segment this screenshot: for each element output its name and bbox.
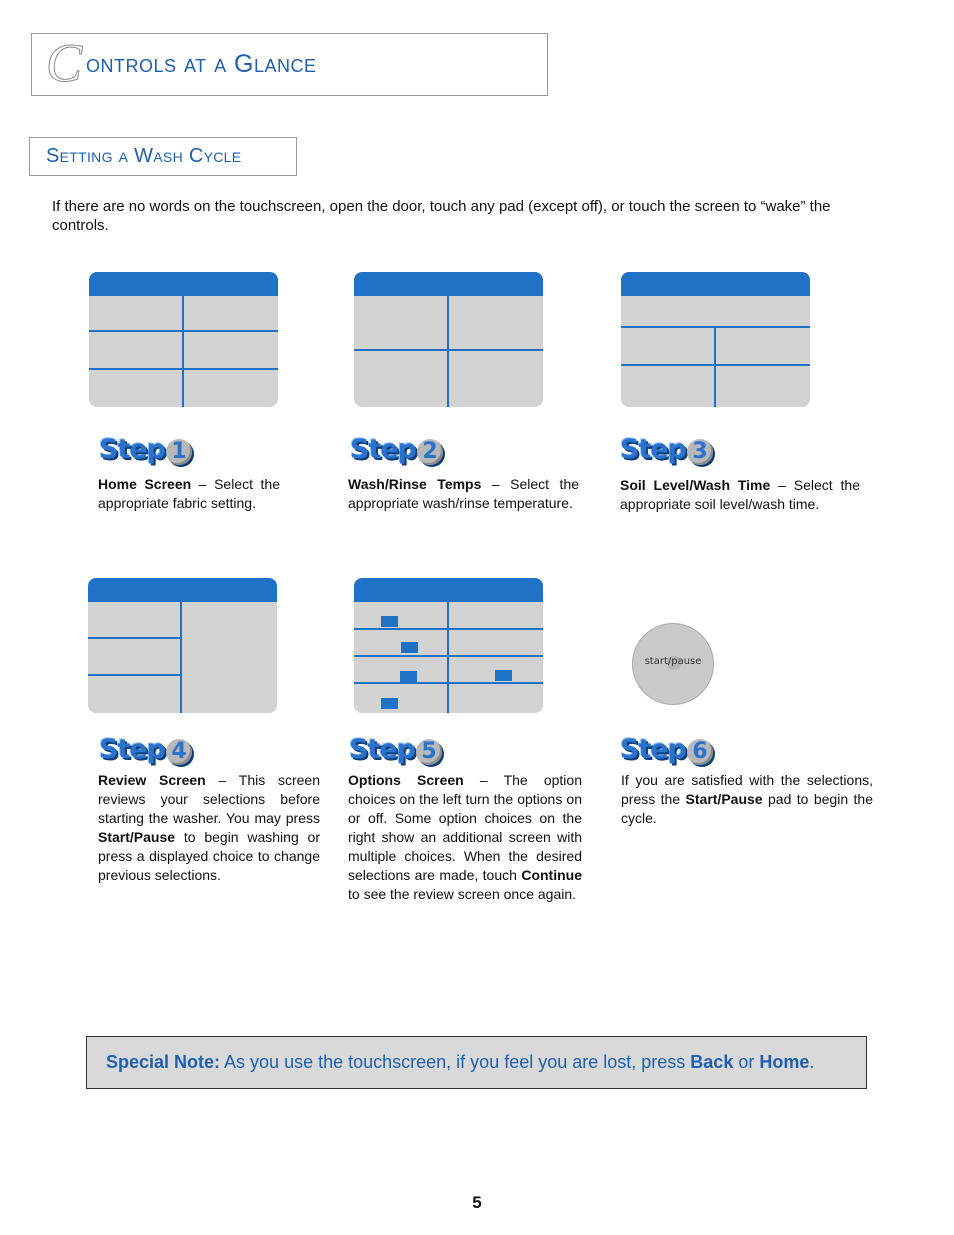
step-1-term: Home Screen [98, 476, 192, 492]
step-3-heading: Step [620, 434, 686, 465]
option-toggle-indicator [401, 642, 418, 653]
step-6-term: Start/Pause [685, 791, 763, 807]
page-title-box [31, 33, 548, 96]
screen-header-bar [354, 578, 543, 602]
option-toggle-indicator [381, 616, 398, 627]
intro-paragraph: If there are no words on the touchscreen, open the door, touch any pad (except off), or touch the screen to “wake” the controls. [52, 198, 831, 234]
step-2-number-icon: 2 [417, 439, 443, 465]
special-note-text: Special Note: As you use the touchscreen, if you feel you are lost, press Back or Home. [106, 1052, 815, 1072]
screen-header-bar [621, 272, 810, 296]
step-6-number-icon: 6 [687, 739, 713, 765]
page-title: ontrols at a Glance [86, 50, 317, 78]
title-initial: C [46, 33, 83, 93]
step-3-term: Soil Level/Wash Time [620, 477, 771, 493]
start-pause-pad[interactable] [632, 623, 714, 705]
home-screen-diagram [89, 272, 278, 407]
step-2-term: Wash/Rinse Temps [348, 476, 482, 492]
section-title: Setting a Wash Cycle [46, 145, 242, 167]
option-toggle-indicator [400, 671, 417, 682]
step-5-description: Options Screen – The option choices on the left turn the options on or off. Some option choices on the right show an additional screen with multiple choices. When the desired selections are made, touch Continue to see the review screen once again. [348, 772, 582, 902]
step-5-term: Options Screen [348, 772, 464, 788]
screen-header-bar [354, 272, 543, 296]
step-1-heading: Step [99, 434, 165, 465]
step-3-number-icon: 3 [687, 439, 713, 465]
special-note-box [86, 1036, 867, 1089]
options-screen-diagram [354, 578, 543, 713]
step-4-number-icon: 4 [166, 739, 192, 765]
step-5-heading: Step [349, 734, 415, 765]
option-toggle-indicator [495, 670, 512, 681]
wash-rinse-screen-diagram [354, 272, 543, 407]
home-keyword: Home [759, 1052, 810, 1072]
step-4-heading: Step [99, 734, 165, 765]
step-2-heading: Step [350, 434, 416, 465]
special-note-lead: Special Note: [106, 1052, 221, 1072]
step-6-description: If you are satisfied with the selections, press the Start/Pause pad to begin the cycle. [621, 772, 873, 826]
step-1-number-icon: 1 [166, 439, 192, 465]
screen-header-bar [88, 578, 277, 602]
step-4-term: Review Screen [98, 772, 206, 788]
start-pause-label: start/pause [644, 656, 702, 667]
step-5-number-icon: 5 [416, 739, 442, 765]
back-keyword: Back [690, 1052, 734, 1072]
option-toggle-indicator [381, 698, 398, 709]
page-number: 5 [472, 1193, 482, 1212]
step-4-description: Review Screen – This screen reviews your selections before starting the washer. You may press Start/Pause to begin washing or press a displayed choice to change previous selections. [98, 772, 321, 883]
screen-header-bar [89, 272, 278, 296]
review-screen-diagram [88, 578, 277, 713]
soil-level-screen-diagram [621, 272, 810, 407]
section-title-box [29, 137, 297, 176]
step-6-heading: Step [620, 734, 686, 765]
step-3-description: Soil Level/Wash Time – Select the appropriate soil level/wash time. [620, 477, 860, 512]
step-1-description: Home Screen – Select the appropriate fabric setting. [98, 476, 280, 511]
step-2-description: Wash/Rinse Temps – Select the appropriate wash/rinse temperature. [348, 476, 580, 511]
